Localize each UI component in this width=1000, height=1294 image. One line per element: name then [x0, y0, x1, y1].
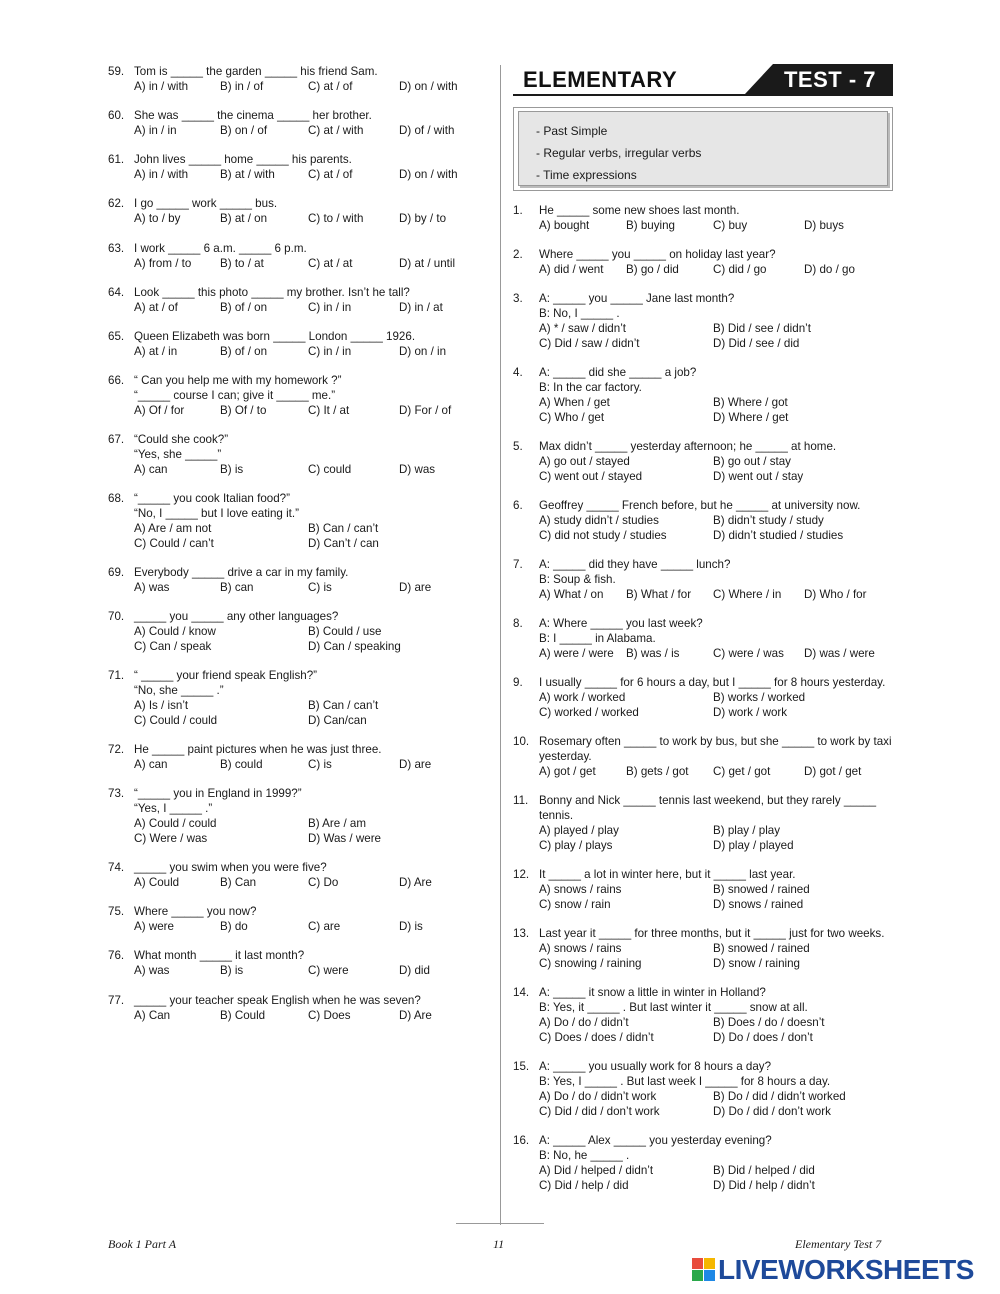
question-text: Everybody _____ drive a car in my family. — [134, 566, 349, 579]
question-number: 62. — [108, 197, 125, 210]
answer-option[interactable]: A) bought — [539, 219, 590, 232]
answer-options — [134, 919, 478, 934]
question-number: 3. — [513, 292, 523, 305]
answer-option[interactable]: A) was — [134, 581, 170, 594]
question-text: A: _____ did they have _____ lunch? — [539, 558, 731, 571]
answer-options — [134, 344, 478, 359]
answer-options — [539, 1015, 898, 1030]
answer-option[interactable]: D) do / go — [804, 263, 855, 276]
answer-option[interactable]: B) play / play — [713, 824, 781, 837]
answer-option[interactable]: C) Can / speak — [134, 640, 212, 653]
answer-option[interactable]: D) Can’t / can — [308, 537, 379, 550]
answer-option[interactable]: D) went out / stay — [713, 470, 804, 483]
answer-options — [134, 256, 478, 271]
answer-option[interactable]: D) by / to — [399, 212, 447, 225]
answer-option[interactable]: B) Do / did / didn’t worked — [713, 1090, 846, 1103]
answer-option[interactable]: A) did / went — [539, 263, 604, 276]
topics-panel — [518, 111, 888, 186]
answer-options — [134, 300, 478, 315]
answer-option[interactable]: A) Could / know — [134, 625, 216, 638]
logo-icon — [692, 1258, 716, 1282]
question-text: A: _____ you usually work for 8 hours a day? — [539, 1060, 772, 1073]
answer-option[interactable]: B) Can / can’t — [308, 699, 379, 712]
question-text: _____ you _____ any other languages? — [134, 610, 339, 623]
answer-option[interactable]: B) is — [220, 463, 244, 476]
answer-options — [539, 646, 898, 661]
question-number: 66. — [108, 374, 125, 387]
answer-option[interactable]: B) was / is — [626, 647, 680, 660]
question-number: 69. — [108, 566, 125, 579]
answer-option[interactable]: D) Was / were — [308, 832, 382, 845]
answer-option[interactable]: B) didn’t study / study — [713, 514, 824, 527]
answer-options — [134, 521, 478, 536]
answer-option[interactable]: A) Did / helped / didn’t — [539, 1164, 654, 1177]
answer-options — [134, 816, 478, 831]
answer-option[interactable]: A) Are / am not — [134, 522, 212, 535]
answer-options — [134, 698, 478, 713]
question-text: B: Yes, I _____ . But last week I _____ for 8 hours a day. — [539, 1075, 831, 1088]
answer-option[interactable]: B) Did / helped / did — [713, 1164, 815, 1177]
question-text: B: Yes, it _____ . But last winter it _____ snow at all. — [539, 1001, 808, 1014]
question-number: 9. — [513, 676, 523, 689]
logo-text: LIVEWORKSHEETS — [718, 1254, 974, 1285]
question-text: It _____ a lot in winter here, but it _____ last year. — [539, 868, 796, 881]
answer-option[interactable]: D) is — [399, 920, 423, 933]
answer-options — [539, 897, 898, 912]
question-number: 71. — [108, 669, 125, 682]
question-number: 68. — [108, 492, 125, 505]
answer-options — [539, 528, 898, 543]
answer-options — [134, 79, 478, 94]
answer-option[interactable]: C) in / in — [308, 345, 352, 358]
answer-option[interactable]: B) Does / do / doesn’t — [713, 1016, 825, 1029]
answer-option[interactable]: A) work / worked — [539, 691, 626, 704]
question-text: “Yes, she _____” — [134, 448, 222, 461]
question-number: 1. — [513, 204, 523, 217]
question-number: 13. — [513, 927, 530, 940]
question-text: “_____ you cook Italian food?” — [134, 492, 290, 505]
question-text: She was _____ the cinema _____ her brother. — [134, 109, 372, 122]
answer-options — [134, 211, 478, 226]
answer-option[interactable]: A) at / of — [134, 301, 178, 314]
question-text: Where _____ you now? — [134, 905, 257, 918]
answer-option[interactable]: D) snows / rained — [713, 898, 804, 911]
answer-option[interactable]: C) were / was — [713, 647, 784, 660]
answer-options — [134, 639, 478, 654]
answer-option[interactable]: C) Were / was — [134, 832, 208, 845]
answer-option[interactable]: B) of / on — [220, 301, 268, 314]
answer-option[interactable]: A) Of / for — [134, 404, 185, 417]
question-number: 16. — [513, 1134, 530, 1147]
answer-option[interactable]: C) at / of — [308, 168, 353, 181]
answer-option[interactable]: B) Where / got — [713, 396, 788, 409]
answer-options — [539, 1030, 898, 1045]
answer-option[interactable]: D) in / at — [399, 301, 443, 314]
answer-options — [134, 580, 478, 595]
answer-option[interactable]: B) Could — [220, 1009, 266, 1022]
answer-option[interactable]: B) snowed / rained — [713, 942, 810, 955]
answer-option[interactable]: A) study didn’t / studies — [539, 514, 659, 527]
question-text: Queen Elizabeth was born _____ London _____ 1926. — [134, 330, 416, 343]
question-number: 74. — [108, 861, 125, 874]
question-text: Max didn’t _____ yesterday afternoon; he _____ at home. — [539, 440, 837, 453]
answer-option[interactable]: B) go out / stay — [713, 455, 791, 468]
answer-option[interactable]: A) in / with — [134, 80, 189, 93]
answer-option[interactable]: B) Could / use — [308, 625, 382, 638]
answer-option[interactable]: D) got / get — [804, 765, 862, 778]
topic-item: - Time expressions — [536, 168, 637, 182]
answer-option[interactable]: A) snows / rains — [539, 942, 622, 955]
topics-box — [513, 107, 893, 191]
answer-option[interactable]: A) from / to — [134, 257, 192, 270]
answer-options — [539, 823, 898, 838]
answer-option[interactable]: C) could — [308, 463, 352, 476]
answer-options — [134, 963, 478, 978]
answer-option[interactable]: A) Could — [134, 876, 180, 889]
answer-option[interactable]: B) is — [220, 964, 244, 977]
answer-options — [539, 321, 898, 336]
question-number: 8. — [513, 617, 523, 630]
answer-options — [134, 167, 478, 182]
answer-option[interactable]: D) Did / help / didn’t — [713, 1179, 815, 1192]
header-rule — [513, 94, 893, 96]
question-number: 7. — [513, 558, 523, 571]
answer-option[interactable]: C) get / got — [713, 765, 771, 778]
answer-option[interactable]: C) were — [308, 964, 349, 977]
answer-option[interactable]: A) * / saw / didn’t — [539, 322, 626, 335]
question-number: 64. — [108, 286, 125, 299]
answer-options — [539, 1104, 898, 1119]
question-text: A: Where _____ you last week? — [539, 617, 703, 630]
answer-option[interactable]: B) gets / got — [626, 765, 689, 778]
answer-options — [539, 1163, 898, 1178]
answer-option[interactable]: D) snow / raining — [713, 957, 800, 970]
answer-option[interactable]: D) Did / see / did — [713, 337, 800, 350]
topic-item: - Past Simple — [536, 124, 608, 138]
answer-option[interactable]: C) at / with — [308, 124, 364, 137]
answer-option[interactable]: D) was — [399, 463, 436, 476]
answer-option[interactable]: D) Can/can — [308, 714, 367, 727]
answer-options — [134, 831, 478, 846]
answer-option[interactable]: C) snow / rain — [539, 898, 611, 911]
question-text: Where _____ you _____ on holiday last year? — [539, 248, 776, 261]
answer-option[interactable]: C) did not study / studies — [539, 529, 667, 542]
answer-option[interactable]: A) Do / do / didn’t — [539, 1016, 629, 1029]
answer-option[interactable]: D) are — [399, 581, 432, 594]
answer-option[interactable]: A) go out / stayed — [539, 455, 630, 468]
answer-option[interactable]: A) was — [134, 964, 170, 977]
answer-options — [134, 403, 478, 418]
answer-option[interactable]: C) in / in — [308, 301, 352, 314]
question-text: B: No, I _____ . — [539, 307, 620, 320]
answer-option[interactable]: B) What / for — [626, 588, 692, 601]
answer-options — [539, 882, 898, 897]
answer-option[interactable]: A) got / get — [539, 765, 596, 778]
question-text: He _____ paint pictures when he was just three. — [134, 743, 382, 756]
question-number: 67. — [108, 433, 125, 446]
answer-option[interactable]: A) Can — [134, 1009, 171, 1022]
answer-option[interactable]: C) buy — [713, 219, 748, 232]
answer-option[interactable]: A) were / were — [539, 647, 614, 660]
question-number: 77. — [108, 994, 125, 1007]
answer-options — [539, 513, 898, 528]
answer-option[interactable]: A) at / in — [134, 345, 178, 358]
answer-option[interactable]: C) Did / saw / didn’t — [539, 337, 640, 350]
question-number: 6. — [513, 499, 523, 512]
question-text: I go _____ work _____ bus. — [134, 197, 278, 210]
test-number: TEST - 7 — [783, 67, 876, 92]
answer-options — [539, 956, 898, 971]
answer-option[interactable]: B) snowed / rained — [713, 883, 810, 896]
answer-option[interactable]: D) on / with — [399, 168, 458, 181]
answer-option[interactable]: B) do — [220, 920, 248, 933]
answer-option[interactable]: C) are — [308, 920, 341, 933]
answer-options — [134, 624, 478, 639]
question-text: Last year it _____ for three months, but it _____ just for two weeks. — [539, 927, 885, 940]
footer-book: Book 1 Part A — [108, 1237, 177, 1251]
answer-option[interactable]: C) Does / does / didn’t — [539, 1031, 654, 1044]
question-text: Tom is _____ the garden _____ his friend Sam. — [134, 65, 378, 78]
answer-option[interactable]: B) works / worked — [713, 691, 806, 704]
answer-option[interactable]: D) Are — [399, 1009, 432, 1022]
answer-options — [539, 838, 898, 853]
answer-option[interactable]: D) Do / does / don’t — [713, 1031, 813, 1044]
answer-option[interactable]: A) When / get — [539, 396, 610, 409]
answer-options — [539, 587, 898, 602]
question-text: “No, she _____ .” — [134, 684, 224, 697]
answer-options — [134, 462, 478, 477]
answer-option[interactable]: C) Did / did / don’t work — [539, 1105, 660, 1118]
answer-option[interactable]: B) to / at — [220, 257, 264, 270]
answer-option[interactable]: B) in / of — [220, 80, 264, 93]
question-text: B: Soup & fish. — [539, 573, 616, 586]
answer-option[interactable]: D) are — [399, 758, 432, 771]
answer-options — [539, 1089, 898, 1104]
answer-option[interactable]: B) Did / see / didn’t — [713, 322, 811, 335]
answer-option[interactable]: C) to / with — [308, 212, 364, 225]
question-number: 63. — [108, 242, 125, 255]
question-text: He _____ some new shoes last month. — [539, 204, 740, 217]
question-text: _____ your teacher speak English when he was seven? — [134, 994, 421, 1007]
answer-options — [539, 454, 898, 469]
question-text: A: _____ did she _____ a job? — [539, 366, 697, 379]
question-text: Look _____ this photo _____ my brother. Isn’t he tall? — [134, 286, 410, 299]
answer-option[interactable]: D) at / until — [399, 257, 456, 270]
answer-option[interactable]: D) was / were — [804, 647, 875, 660]
answer-option[interactable]: A) Do / do / didn’t work — [539, 1090, 657, 1103]
answer-options — [134, 1008, 478, 1023]
answer-option[interactable]: D) on / in — [399, 345, 447, 358]
answer-option[interactable]: C) is — [308, 581, 332, 594]
answer-options — [539, 1178, 898, 1193]
answer-option[interactable]: C) went out / stayed — [539, 470, 643, 483]
answer-option[interactable]: A) can — [134, 463, 168, 476]
question-number: 76. — [108, 949, 125, 962]
level-title: ELEMENTARY — [523, 67, 678, 92]
answer-option[interactable]: A) What / on — [539, 588, 604, 601]
test-header — [513, 64, 893, 98]
answer-options — [539, 218, 898, 233]
question-number: 14. — [513, 986, 530, 999]
question-text: I usually _____ for 6 hours a day, but I _____ for 8 hours yesterday. — [539, 676, 886, 689]
question-number: 70. — [108, 610, 125, 623]
question-text: “Could she cook?” — [134, 433, 229, 446]
answer-options — [539, 395, 898, 410]
question-text: What month _____ it last month? — [134, 949, 305, 962]
answer-option[interactable]: B) Of / to — [220, 404, 267, 417]
answer-options — [539, 705, 898, 720]
answer-options — [134, 536, 478, 551]
answer-options — [539, 262, 898, 277]
answer-option[interactable]: D) Are — [399, 876, 432, 889]
answer-options — [539, 690, 898, 705]
answer-option[interactable]: B) Can / can’t — [308, 522, 379, 535]
answer-option[interactable]: D) play / played — [713, 839, 794, 852]
question-text: B: In the car factory. — [539, 381, 642, 394]
answer-option[interactable]: D) on / with — [399, 80, 458, 93]
answer-options — [539, 336, 898, 351]
answer-options — [134, 757, 478, 772]
answer-option[interactable]: B) Are / am — [308, 817, 366, 830]
question-text: John lives _____ home _____ his parents. — [134, 153, 352, 166]
question-number: 60. — [108, 109, 125, 122]
answer-option[interactable]: C) It / at — [308, 404, 350, 417]
question-text: Geoffrey _____ French before, but he _____ at university now. — [539, 499, 861, 512]
answer-option[interactable]: D) For / of — [399, 404, 452, 417]
answer-option[interactable]: D) Can / speaking — [308, 640, 401, 653]
question-text: I work _____ 6 a.m. _____ 6 p.m. — [134, 242, 307, 255]
question-number: 15. — [513, 1060, 530, 1073]
page-number: 11 — [493, 1237, 505, 1251]
answer-option[interactable]: C) Could / can’t — [134, 537, 214, 550]
question-text: “_____ course I can; give it _____ me.” — [134, 389, 336, 402]
question-text: _____ you swim when you were five? — [134, 861, 327, 874]
question-number: 5. — [513, 440, 523, 453]
question-number: 4. — [513, 366, 523, 379]
question-text: A: _____ it snow a little in winter in Holland? — [539, 986, 766, 999]
question-number: 61. — [108, 153, 125, 166]
answer-option[interactable]: C) Does — [308, 1009, 351, 1022]
answer-option[interactable]: B) can — [220, 581, 254, 594]
answer-option[interactable]: C) Do — [308, 876, 339, 889]
column-divider — [500, 65, 501, 1225]
answer-option[interactable]: B) at / on — [220, 212, 268, 225]
topic-item: - Regular verbs, irregular verbs — [536, 146, 702, 160]
answer-option[interactable]: D) didn’t studied / studies — [713, 529, 844, 542]
question-number: 73. — [108, 787, 125, 800]
question-text: A: _____ you _____ Jane last month? — [539, 292, 735, 305]
question-number: 65. — [108, 330, 125, 343]
answer-option[interactable]: B) at / with — [220, 168, 275, 181]
answer-option[interactable]: C) Could / could — [134, 714, 218, 727]
answer-option[interactable]: B) Can — [220, 876, 257, 889]
answer-option[interactable]: B) go / did — [626, 263, 679, 276]
answer-option[interactable]: A) in / in — [134, 124, 177, 137]
answer-option[interactable]: D) of / with — [399, 124, 455, 137]
question-number: 11. — [513, 794, 529, 807]
answer-option[interactable]: B) of / on — [220, 345, 268, 358]
answer-option[interactable]: C) play / plays — [539, 839, 613, 852]
question-number: 10. — [513, 735, 530, 748]
answer-option[interactable]: A) snows / rains — [539, 883, 622, 896]
footer-rule — [456, 1223, 544, 1224]
question-text: “_____ you in England in 1999?” — [134, 787, 302, 800]
answer-option[interactable]: A) played / play — [539, 824, 619, 837]
answer-option[interactable]: A) can — [134, 758, 168, 771]
answer-options — [539, 764, 898, 779]
answer-option[interactable]: B) on / of — [220, 124, 268, 137]
question-text: A: _____ Alex _____ you yesterday evening? — [539, 1134, 772, 1147]
question-number: 2. — [513, 248, 523, 261]
answer-options — [134, 713, 478, 728]
question-number: 59. — [108, 65, 125, 78]
answer-option[interactable]: D) work / work — [713, 706, 788, 719]
question-number: 72. — [108, 743, 125, 756]
answer-option[interactable]: B) could — [220, 758, 263, 771]
answer-option[interactable]: D) Where / get — [713, 411, 789, 424]
answer-option[interactable]: B) buying — [626, 219, 675, 232]
answer-options — [134, 123, 478, 138]
answer-option[interactable]: C) is — [308, 758, 332, 771]
question-number: 75. — [108, 905, 125, 918]
answer-option[interactable]: C) Did / help / did — [539, 1179, 629, 1192]
answer-option[interactable]: C) did / go — [713, 263, 767, 276]
answer-options — [539, 941, 898, 956]
question-text: B: No, he _____ . — [539, 1149, 630, 1162]
answer-option[interactable]: C) snowing / raining — [539, 957, 642, 970]
answer-option[interactable]: A) Is / isn’t — [134, 699, 189, 712]
question-text: “Yes, I _____ .” — [134, 802, 213, 815]
answer-option[interactable]: D) buys — [804, 219, 844, 232]
answer-option[interactable]: D) Who / for — [804, 588, 867, 601]
answer-option[interactable]: A) to / by — [134, 212, 181, 225]
question-number: 12. — [513, 868, 530, 881]
question-text: Bonny and Nick _____ tennis last weekend, but they rarely _____ tennis. — [539, 794, 877, 822]
answer-options — [539, 410, 898, 425]
answer-option[interactable]: C) worked / worked — [539, 706, 639, 719]
answer-option[interactable]: D) Do / did / don’t work — [713, 1105, 831, 1118]
answer-option[interactable]: C) Where / in — [713, 588, 782, 601]
answer-option[interactable]: A) in / with — [134, 168, 189, 181]
answer-options — [134, 875, 478, 890]
answer-options — [539, 469, 898, 484]
question-text: “No, I _____ but I love eating it.” — [134, 507, 299, 520]
answer-option[interactable]: A) were — [134, 920, 174, 933]
answer-option[interactable]: C) at / of — [308, 80, 353, 93]
answer-option[interactable]: C) at / at — [308, 257, 353, 270]
question-text: “ Can you help me with my homework ?” — [134, 374, 342, 387]
answer-option[interactable]: A) Could / could — [134, 817, 217, 830]
question-text: Rosemary often _____ to work by bus, but she _____ to work by taxi yesterday. — [539, 735, 892, 763]
footer-test: Elementary Test 7 — [795, 1237, 882, 1251]
answer-option[interactable]: C) Who / get — [539, 411, 605, 424]
question-text: “ _____ your friend speak English?” — [134, 669, 318, 682]
answer-option[interactable]: D) did — [399, 964, 430, 977]
question-text: B: I _____ in Alabama. — [539, 632, 656, 645]
